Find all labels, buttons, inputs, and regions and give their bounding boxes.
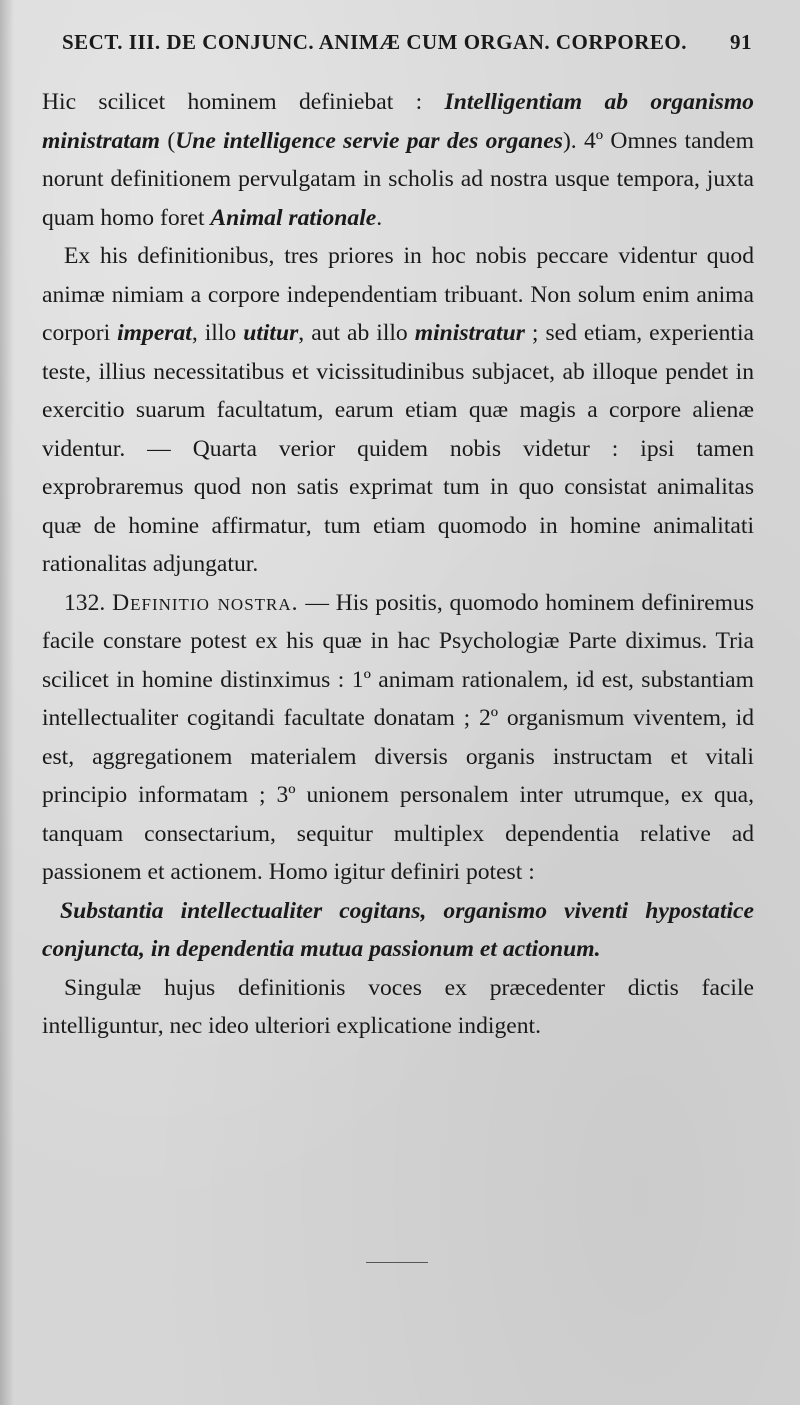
definition: [42, 892, 754, 969]
p2-text-4: ; sed etiam, experientia teste, illius necessitatibus et vicissitudinibus subjacet, ab illoque pendet in exercitio suarum facultatum, earum etiam quæ magis a corpore alienæ videntur. — Quarta verior quidem nobis videtur : ipsi tamen exprobraremus quod non satis exprimat tum in quo consistat animalitas quæ de homine affirmatur, tum etiam quomodo in homine animalitati rationalitas adjungatur.: [42, 320, 754, 577]
p3-text-1: — His positis, quomodo hominem definiremus facile constare potest ex his quæ in hac Psychologiæ Parte diximus. Tria scilicet in homine distinximus : 1º animam rationalem, id est, substantiam intellectualiter cogitandi facultate donatam ; 2º organismum viventem, id est, aggregationem materialem diversis organis instructam et vitali principio informatam ; 3º unionem personalem inter utrumque, ex qua, tanquam consectarium, sequitur multiplex dependentia relative ad passionem et actionem. Homo igitur definiri potest :: [42, 589, 755, 885]
p2-italic-2: utitur: [243, 320, 299, 346]
definition-part-1: Substantia intellectualiter cogitans: [60, 897, 421, 924]
p1-text-1: Hic scilicet hominem definiebat :: [42, 89, 445, 115]
paragraph-2: [42, 237, 754, 584]
running-head: [62, 30, 752, 55]
p1-text-4: .: [376, 204, 383, 231]
section-heading: Definitio nostra.: [112, 589, 299, 616]
p1-italic-1: Intelligentiam ab organismo ministratam: [42, 89, 754, 154]
closing-rule: [366, 1262, 428, 1263]
paragraph-3: [42, 584, 754, 892]
p2-text-3: , aut ab illo: [298, 320, 415, 346]
definition-sep-1: ,: [420, 897, 444, 924]
p2-text-1: Ex his definitionibus, tres priores in hoc nobis peccare videntur quod animæ nimiam a corpore independentiam tribuant. Non solum enim anima corpori: [42, 243, 754, 346]
p1-italic-3: Animal rationale: [210, 204, 377, 231]
definition-sep-2: ,: [139, 936, 151, 962]
paragraph-1: [42, 83, 754, 237]
definition-part-2: organismo viventi hypostatice conjuncta: [42, 897, 755, 962]
section-number: 132.: [64, 589, 106, 616]
paragraph-4: Singulæ hujus definitionis voces ex præcedenter dictis facile intelliguntur, nec ideo ulteriori explicatione indigent.: [42, 974, 754, 1039]
page-number: 91: [730, 30, 752, 54]
p2-italic-1: imperat: [117, 320, 192, 346]
running-title: SECT. III. DE CONJUNC. ANIMÆ CUM ORGAN. CORPOREO.: [62, 30, 687, 54]
p1-italic-2: Une intelligence servie par des organes: [175, 127, 563, 154]
definition-part-3: in dependentia mutua passionum et actionum: [150, 936, 595, 962]
body-text: [42, 83, 754, 1046]
p1-text-3: ). 4º Omnes tandem norunt definitionem pervulgatam in scholis ad nostra usque tempora, juxta quam homo foret: [42, 127, 754, 231]
definition-end: .: [594, 936, 601, 962]
p2-text-2: , illo: [191, 320, 244, 346]
p1-text-2: (: [160, 127, 176, 154]
p2-italic-3: ministratur: [414, 320, 525, 346]
